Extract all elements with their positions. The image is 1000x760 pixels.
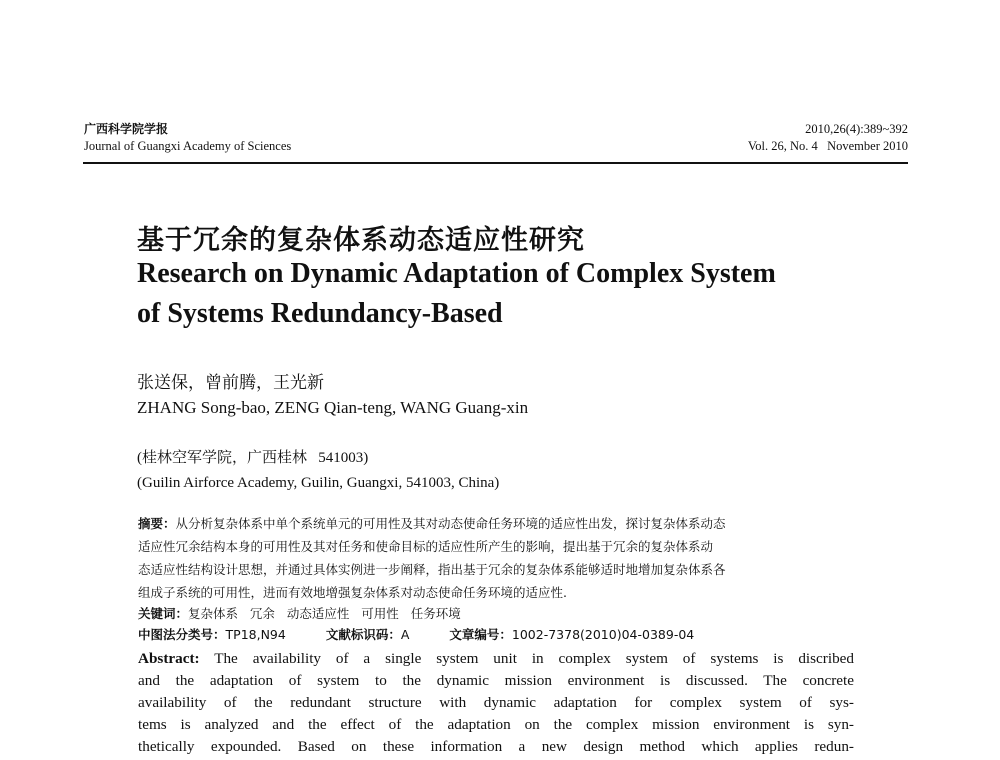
affiliation-en: (Guilin Airforce Academy, Guilin, Guangxi, 541003, China) [137,475,500,491]
abstract-cn-line: 态适应性结构设计思想，并通过具体实例进一步阐释，指出基于冗余的复杂体系能够适时地增加复杂体系各 [138,562,726,577]
abstract-cn-line: 适应性冗余结构本身的可用性及其对任务和使命目标的适应性所产生的影响，提出基于冗余的复杂体系动 [138,539,714,554]
abstract-en-line: and the adaptation of system to the dynamic mission environment is discussed. The concrete [138,672,854,689]
abstract-cn-label: 摘要： [138,516,176,531]
journal-name-cn: 广西科学院学报 [84,122,169,136]
article-no-label: 文章编号： [449,627,512,642]
keywords: 复杂体系 冗余 动态适应性 可用性 任务环境 [188,606,461,621]
doc-code-label: 文献标识码： [325,627,401,642]
abstract-en [138,648,854,758]
abstract-cn [138,512,726,646]
abstract-en-line: tems is analyzed and the effect of the adaptation on the complex mission environment is syn- [138,716,854,733]
affiliation-cn: (桂林空军学院，广西桂林 541003) [137,450,369,466]
citation: 2010,26(4):389~392 [805,122,908,136]
clc-value: TP18,N94 [225,627,286,642]
journal-name-en: Journal of Guangxi Academy of Sciences [84,139,292,153]
title-en-line1: Research on Dynamic Adaptation of Complex System [137,258,776,289]
abstract-cn-line: 组成子系统的可用性，进而有效地增强复杂体系对动态使命任务环境的适应性. [138,585,567,600]
title-cn: 基于冗余的复杂体系动态适应性研究 [137,225,585,256]
keywords-label: 关键词： [138,606,189,621]
issue-info: Vol. 26, No. 4 November 2010 [747,139,908,153]
authors-cn: 张送保，曾前腾，王光新 [137,373,324,393]
abstract-en-line: thetically expounded. Based on these information a new design method which applies redun- [138,738,854,755]
abstract-en-line: availability of the redundant structure with dynamic adaptation for complex system of sys- [138,694,854,711]
abstract-en-label: Abstract: [138,650,200,667]
abstract-cn-line: 从分析复杂体系中单个系统单元的可用性及其对动态使命任务环境的适应性出发，探讨复杂体系动态 [175,516,726,531]
abstract-en-line: The availability of a single system unit in complex system of systems is discribed [199,650,854,667]
authors-en: ZHANG Song-bao, ZENG Qian-teng, WANG Guang-xin [137,398,529,417]
header-rule [83,162,908,164]
doc-code-value: A [400,627,410,642]
article-no-value: 1002-7378(2010)04-0389-04 [511,627,695,642]
clc-label: 中图法分类号： [138,627,226,642]
title-en-line2: of Systems Redundancy-Based [137,298,503,329]
